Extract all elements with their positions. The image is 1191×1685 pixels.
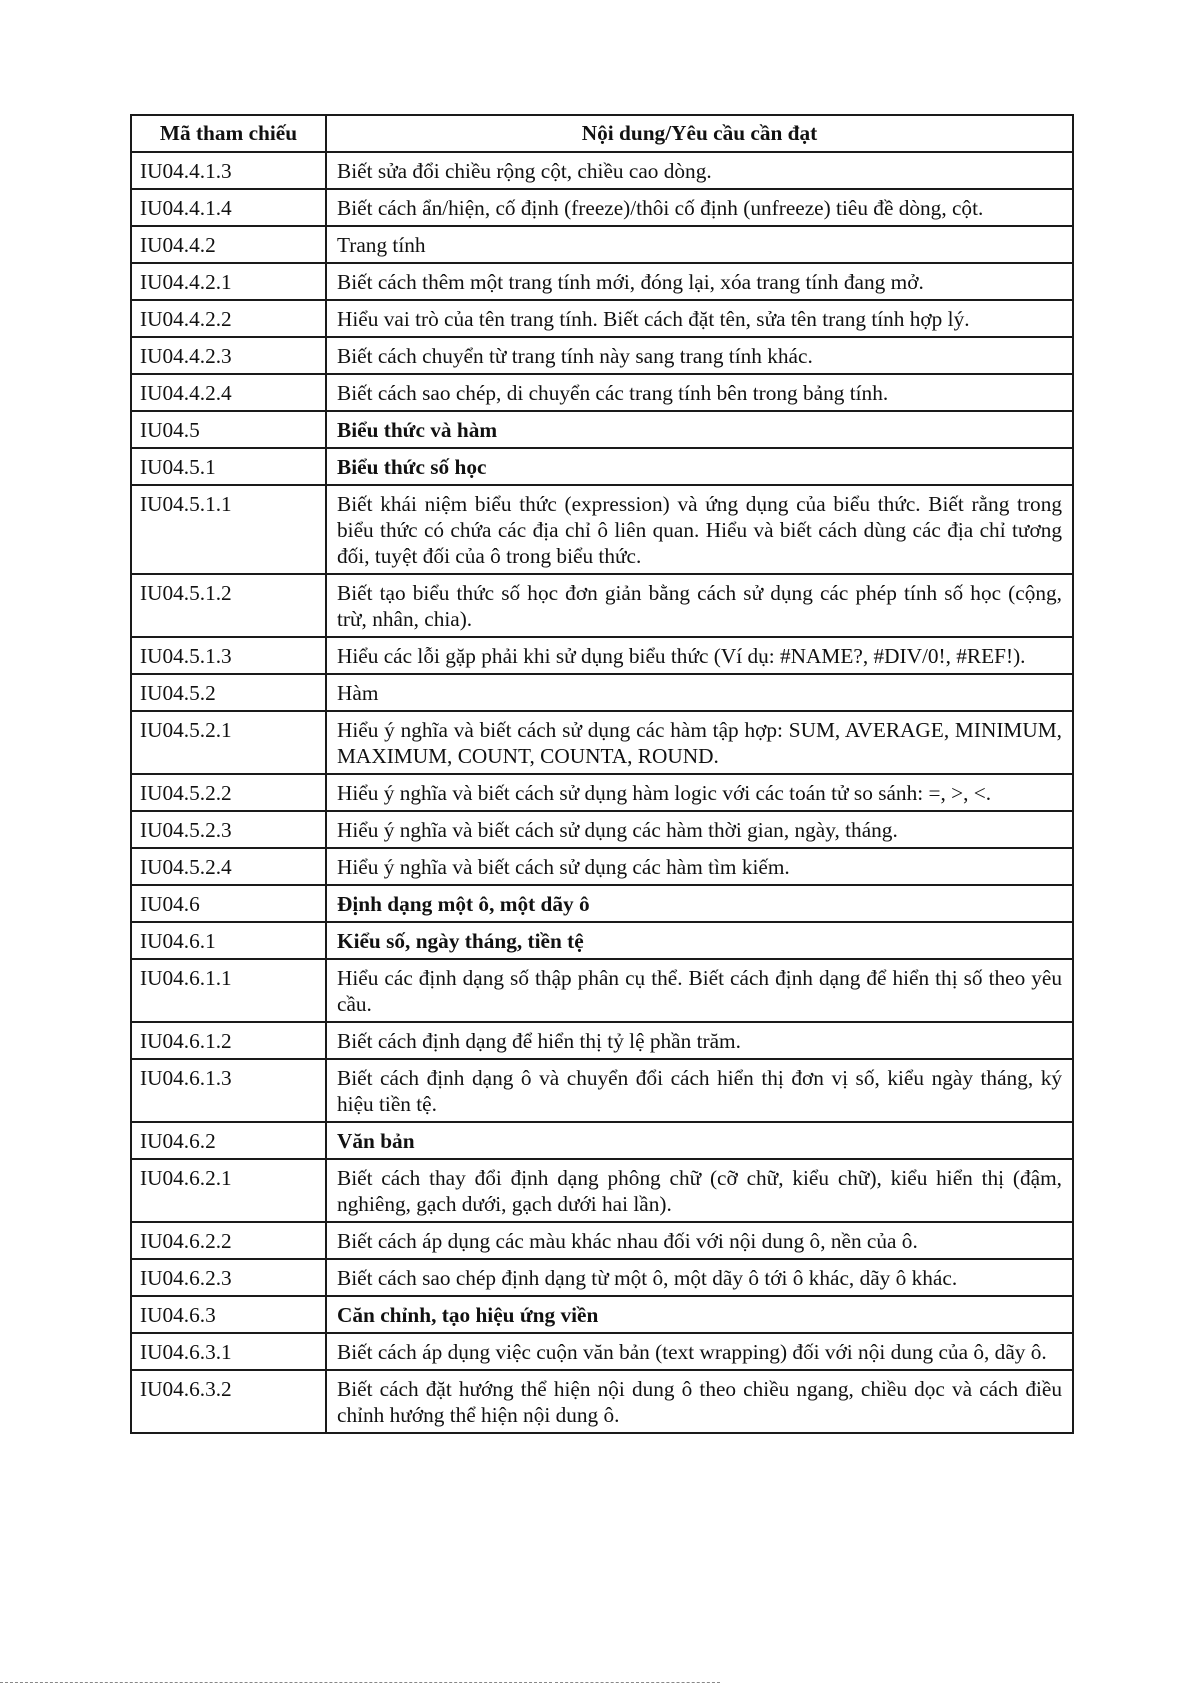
requirement-content-cell: Hàm xyxy=(326,674,1073,711)
requirement-content-cell: Biết cách ẩn/hiện, cố định (freeze)/thôi cố định (unfreeze) tiêu đề dòng, cột. xyxy=(326,189,1073,226)
reference-code-cell: IU04.6.2.1 xyxy=(131,1159,326,1222)
table-row xyxy=(131,885,1073,922)
requirement-content-cell: Hiểu ý nghĩa và biết cách sử dụng các hàm tìm kiếm. xyxy=(326,848,1073,885)
requirement-content-cell: Hiểu ý nghĩa và biết cách sử dụng hàm logic với các toán tử so sánh: =, >, <. xyxy=(326,774,1073,811)
requirement-content-cell: Hiểu vai trò của tên trang tính. Biết cách đặt tên, sửa tên trang tính hợp lý. xyxy=(326,300,1073,337)
reference-code-cell: IU04.6.2 xyxy=(131,1122,326,1159)
reference-code-cell: IU04.5.2 xyxy=(131,674,326,711)
table-row xyxy=(131,152,1073,189)
table-row xyxy=(131,637,1073,674)
requirement-content-cell: Biết tạo biểu thức số học đơn giản bằng cách sử dụng các phép tính số học (cộng, trừ, nhân, chia). xyxy=(326,574,1073,637)
footer-rule xyxy=(0,1681,1191,1685)
table-row xyxy=(131,574,1073,637)
reference-code-cell: IU04.6.3.2 xyxy=(131,1370,326,1433)
table-row xyxy=(131,811,1073,848)
table-row xyxy=(131,374,1073,411)
reference-code-cell: IU04.5.1.2 xyxy=(131,574,326,637)
table-row xyxy=(131,485,1073,574)
requirement-content-cell: Trang tính xyxy=(326,226,1073,263)
table-row xyxy=(131,959,1073,1022)
table-body xyxy=(131,152,1073,1433)
requirement-content-cell: Định dạng một ô, một dãy ô xyxy=(326,885,1073,922)
requirement-content-cell: Hiểu các lỗi gặp phải khi sử dụng biểu thức (Ví dụ: #NAME?, #DIV/0!, #REF!). xyxy=(326,637,1073,674)
table-row xyxy=(131,1222,1073,1259)
reference-code-cell: IU04.6.2.3 xyxy=(131,1259,326,1296)
requirement-content-cell: Biết cách áp dụng các màu khác nhau đối với nội dung ô, nền của ô. xyxy=(326,1222,1073,1259)
table-row xyxy=(131,1370,1073,1433)
reference-code-cell: IU04.4.2.1 xyxy=(131,263,326,300)
requirement-content-cell: Biết sửa đổi chiều rộng cột, chiều cao dòng. xyxy=(326,152,1073,189)
reference-code-cell: IU04.4.1.3 xyxy=(131,152,326,189)
table-row xyxy=(131,411,1073,448)
table-row xyxy=(131,1333,1073,1370)
table-row xyxy=(131,1122,1073,1159)
requirement-content-cell: Biết cách chuyển từ trang tính này sang trang tính khác. xyxy=(326,337,1073,374)
table-row xyxy=(131,1059,1073,1122)
table-row xyxy=(131,1159,1073,1222)
table-row xyxy=(131,774,1073,811)
requirement-content-cell: Biết khái niệm biểu thức (expression) và ứng dụng của biểu thức. Biết rằng trong biểu thức có chứa các địa chỉ ô liên quan. Hiểu và biết cách dùng các địa chỉ tương đối, tuyệt đối của ô trong biểu thức. xyxy=(326,485,1073,574)
reference-code-cell: IU04.6.1.3 xyxy=(131,1059,326,1122)
reference-table xyxy=(130,114,1074,1434)
requirement-content-cell: Hiểu ý nghĩa và biết cách sử dụng các hàm tập hợp: SUM, AVERAGE, MINIMUM, MAXIMUM, COUNT, COUNTA, ROUND. xyxy=(326,711,1073,774)
requirement-content-cell: Hiểu các định dạng số thập phân cụ thể. Biết cách định dạng để hiển thị số theo yêu cầu. xyxy=(326,959,1073,1022)
reference-code-cell: IU04.5.2.2 xyxy=(131,774,326,811)
footer-dash-left xyxy=(0,1682,552,1683)
reference-code-cell: IU04.5.2.1 xyxy=(131,711,326,774)
footer-dash-right xyxy=(555,1682,720,1683)
table-row xyxy=(131,448,1073,485)
reference-code-cell: IU04.5.1.3 xyxy=(131,637,326,674)
table-header-row xyxy=(131,115,1073,152)
reference-code-cell: IU04.4.2 xyxy=(131,226,326,263)
reference-code-cell: IU04.5.1.1 xyxy=(131,485,326,574)
table-row xyxy=(131,711,1073,774)
table-row xyxy=(131,189,1073,226)
reference-code-cell: IU04.4.2.2 xyxy=(131,300,326,337)
requirement-content-cell: Biết cách áp dụng việc cuộn văn bản (text wrapping) đối với nội dung của ô, dãy ô. xyxy=(326,1333,1073,1370)
table-row xyxy=(131,1259,1073,1296)
requirement-content-cell: Biết cách thay đổi định dạng phông chữ (cỡ chữ, kiểu chữ), kiểu hiển thị (đậm, nghiêng, gạch dưới, gạch dưới hai lần). xyxy=(326,1159,1073,1222)
table-row xyxy=(131,337,1073,374)
reference-code-cell: IU04.5.2.3 xyxy=(131,811,326,848)
table-row xyxy=(131,263,1073,300)
requirement-content-cell: Hiểu ý nghĩa và biết cách sử dụng các hàm thời gian, ngày, tháng. xyxy=(326,811,1073,848)
reference-code-cell: IU04.6 xyxy=(131,885,326,922)
table-row xyxy=(131,1296,1073,1333)
requirement-content-cell: Biểu thức và hàm xyxy=(326,411,1073,448)
reference-code-cell: IU04.6.3 xyxy=(131,1296,326,1333)
reference-code-cell: IU04.6.3.1 xyxy=(131,1333,326,1370)
reference-code-cell: IU04.6.2.2 xyxy=(131,1222,326,1259)
requirement-content-cell: Văn bản xyxy=(326,1122,1073,1159)
table-row xyxy=(131,1022,1073,1059)
reference-code-cell: IU04.6.1 xyxy=(131,922,326,959)
requirement-content-cell: Biết cách đặt hướng thể hiện nội dung ô theo chiều ngang, chiều dọc và cách điều chỉnh hướng thể hiện nội dung ô. xyxy=(326,1370,1073,1433)
header-content: Nội dung/Yêu cầu cần đạt xyxy=(326,115,1073,152)
reference-code-cell: IU04.5.1 xyxy=(131,448,326,485)
requirement-content-cell: Biết cách định dạng ô và chuyển đổi cách hiển thị đơn vị số, kiểu ngày tháng, ký hiệu tiền tệ. xyxy=(326,1059,1073,1122)
reference-code-cell: IU04.5 xyxy=(131,411,326,448)
table-row xyxy=(131,226,1073,263)
requirement-content-cell: Biết cách định dạng để hiển thị tỷ lệ phần trăm. xyxy=(326,1022,1073,1059)
table-row xyxy=(131,674,1073,711)
table-row xyxy=(131,848,1073,885)
reference-code-cell: IU04.6.1.2 xyxy=(131,1022,326,1059)
requirement-content-cell: Biết cách thêm một trang tính mới, đóng lại, xóa trang tính đang mở. xyxy=(326,263,1073,300)
header-code: Mã tham chiếu xyxy=(131,115,326,152)
reference-code-cell: IU04.4.2.3 xyxy=(131,337,326,374)
requirement-content-cell: Biết cách sao chép định dạng từ một ô, một dãy ô tới ô khác, dãy ô khác. xyxy=(326,1259,1073,1296)
reference-code-cell: IU04.4.2.4 xyxy=(131,374,326,411)
requirement-content-cell: Kiểu số, ngày tháng, tiền tệ xyxy=(326,922,1073,959)
table-row xyxy=(131,922,1073,959)
table-row xyxy=(131,300,1073,337)
reference-code-cell: IU04.4.1.4 xyxy=(131,189,326,226)
reference-code-cell: IU04.5.2.4 xyxy=(131,848,326,885)
requirement-content-cell: Biết cách sao chép, di chuyển các trang tính bên trong bảng tính. xyxy=(326,374,1073,411)
reference-code-cell: IU04.6.1.1 xyxy=(131,959,326,1022)
requirement-content-cell: Biểu thức số học xyxy=(326,448,1073,485)
requirement-content-cell: Căn chỉnh, tạo hiệu ứng viền xyxy=(326,1296,1073,1333)
